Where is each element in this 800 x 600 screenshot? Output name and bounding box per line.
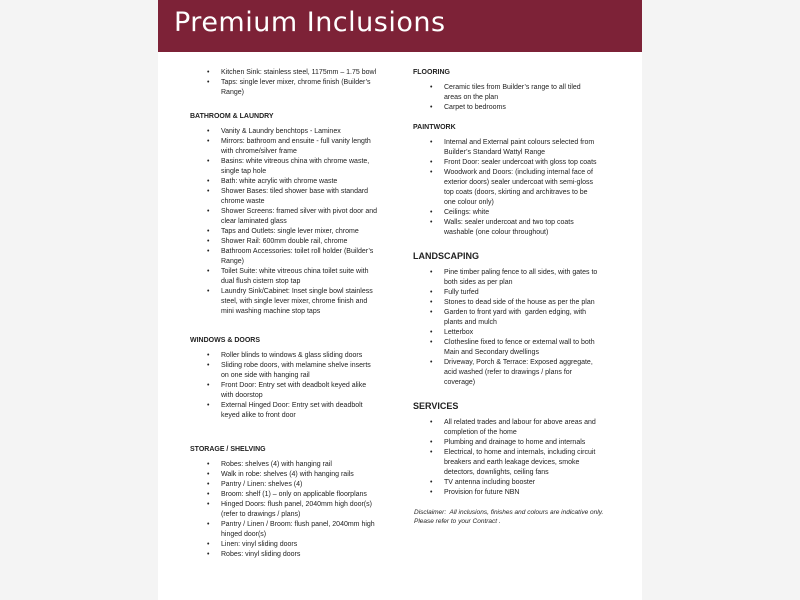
list-item: • Pantry / Linen / Broom: flush panel, 2040mm high hinged door(s) bbox=[190, 520, 410, 540]
section-heading-paintwork: PAINTWORK bbox=[413, 124, 456, 131]
list-item: • Clothesline fixed to fence or external wall to both Main and Secondary dwellings bbox=[413, 338, 611, 358]
list-item: • Woodwork and Doors: (including internal face of exterior doors) sealer undercoat with semi-gloss top coats (doors, skirting and architraves to be one colour only) bbox=[413, 168, 611, 208]
kitchen-list bbox=[190, 68, 410, 98]
document-page bbox=[158, 0, 642, 600]
list-item: • Shower Bases: tiled shower base with standard chrome waste bbox=[190, 187, 410, 207]
right-column bbox=[413, 68, 611, 498]
list-item: • External Hinged Door: Entry set with deadbolt keyed alike to front door bbox=[190, 401, 410, 421]
list-item: • Mirrors: bathroom and ensuite - full vanity length with chrome/silver frame bbox=[190, 137, 410, 157]
services-list bbox=[413, 418, 611, 498]
list-item: • Pine timber paling fence to all sides, with gates to both sides as per plan bbox=[413, 268, 611, 288]
flooring-list bbox=[413, 83, 611, 113]
list-item: • Walk in robe: shelves (4) with hanging rails bbox=[190, 470, 410, 480]
list-item: • All related trades and labour for above areas and completion of the home bbox=[413, 418, 611, 438]
list-item: • Shower Rail: 600mm double rail, chrome bbox=[190, 237, 410, 247]
left-column bbox=[190, 68, 410, 560]
list-item: • Fully turfed bbox=[413, 288, 611, 298]
list-item: • Ceramic tiles from Builder’s range to all tiled areas on the plan bbox=[413, 83, 611, 103]
list-item: • TV antenna including booster bbox=[413, 478, 611, 488]
page-title: Premium Inclusions bbox=[174, 7, 446, 38]
list-item: • Electrical, to home and internals, including circuit breakers and earth leakage devices, smoke detectors, downlights, ceiling fans bbox=[413, 448, 611, 478]
list-item: • Shower Screens: framed silver with pivot door and clear laminated glass bbox=[190, 207, 410, 227]
list-item: • Letterbox bbox=[413, 328, 611, 338]
list-item: • Basins: white vitreous china with chrome waste, single tap hole bbox=[190, 157, 410, 177]
section-heading-landscaping: LANDSCAPING bbox=[413, 251, 480, 261]
list-item: • Hinged Doors: flush panel, 2040mm high door(s) (refer to drawings / plans) bbox=[190, 500, 410, 520]
list-item: • Linen: vinyl sliding doors bbox=[190, 540, 410, 550]
list-item: • Plumbing and drainage to home and internals bbox=[413, 438, 611, 448]
list-item: • Kitchen Sink: stainless steel, 1175mm – 1.75 bowl bbox=[190, 68, 410, 78]
list-item: • Roller blinds to windows & glass sliding doors bbox=[190, 351, 410, 361]
windows-list bbox=[190, 351, 410, 421]
list-item: • Ceilings: white bbox=[413, 208, 611, 218]
list-item: • Vanity & Laundry benchtops - Laminex bbox=[190, 127, 410, 137]
section-heading-bathroom: BATHROOM & LAUNDRY bbox=[190, 113, 274, 120]
list-item: • Stones to dead side of the house as per the plan bbox=[413, 298, 611, 308]
list-item: • Carpet to bedrooms bbox=[413, 103, 611, 113]
section-heading-storage: STORAGE / SHELVING bbox=[190, 446, 266, 453]
landscaping-list bbox=[413, 268, 611, 388]
list-item: • Toilet Suite: white vitreous china toilet suite with dual flush cistern stop tap bbox=[190, 267, 410, 287]
title-banner bbox=[158, 0, 642, 52]
section-heading-windows: WINDOWS & DOORS bbox=[190, 337, 260, 344]
list-item: • Broom: shelf (1) – only on applicable floorplans bbox=[190, 490, 410, 500]
list-item: • Front Door: Entry set with deadbolt keyed alike with doorstop bbox=[190, 381, 410, 401]
list-item: • Bath: white acrylic with chrome waste bbox=[190, 177, 410, 187]
list-item: • Internal and External paint colours selected from Builder’s Standard Wattyl Range bbox=[413, 138, 611, 158]
list-item: • Bathroom Accessories: toilet roll holder (Builder’s Range) bbox=[190, 247, 410, 267]
list-item: • Sliding robe doors, with melamine shelve inserts on one side with hanging rail bbox=[190, 361, 410, 381]
list-item: • Taps and Outlets: single lever mixer, chrome bbox=[190, 227, 410, 237]
list-item: • Robes: vinyl sliding doors bbox=[190, 550, 410, 560]
storage-list bbox=[190, 460, 410, 560]
list-item: • Driveway, Porch & Terrace: Exposed aggregate, acid washed (refer to drawings / plans for coverage) bbox=[413, 358, 611, 388]
list-item: • Front Door: sealer undercoat with gloss top coats bbox=[413, 158, 611, 168]
list-item: • Taps: single lever mixer, chrome finish (Builder’s Range) bbox=[190, 78, 410, 98]
list-item: • Robes: shelves (4) with hanging rail bbox=[190, 460, 410, 470]
list-item: • Walls: sealer undercoat and two top coats washable (one colour throughout) bbox=[413, 218, 611, 238]
list-item: • Laundry Sink/Cabinet: Inset single bowl stainless steel, with single lever mixer, chrome finish and mini washing machine stop taps bbox=[190, 287, 410, 317]
list-item: • Provision for future NBN bbox=[413, 488, 611, 498]
bathroom-list bbox=[190, 127, 410, 317]
disclaimer-text: Disclaimer: All inclusions, finishes and colours are indicative only. Please refer to your Contract . bbox=[414, 509, 604, 525]
section-heading-services: SERVICES bbox=[413, 401, 459, 411]
paintwork-list bbox=[413, 138, 611, 238]
list-item: • Garden to front yard with garden edging, with plants and mulch bbox=[413, 308, 611, 328]
section-heading-flooring: FLOORING bbox=[413, 69, 450, 76]
list-item: • Pantry / Linen: shelves (4) bbox=[190, 480, 410, 490]
